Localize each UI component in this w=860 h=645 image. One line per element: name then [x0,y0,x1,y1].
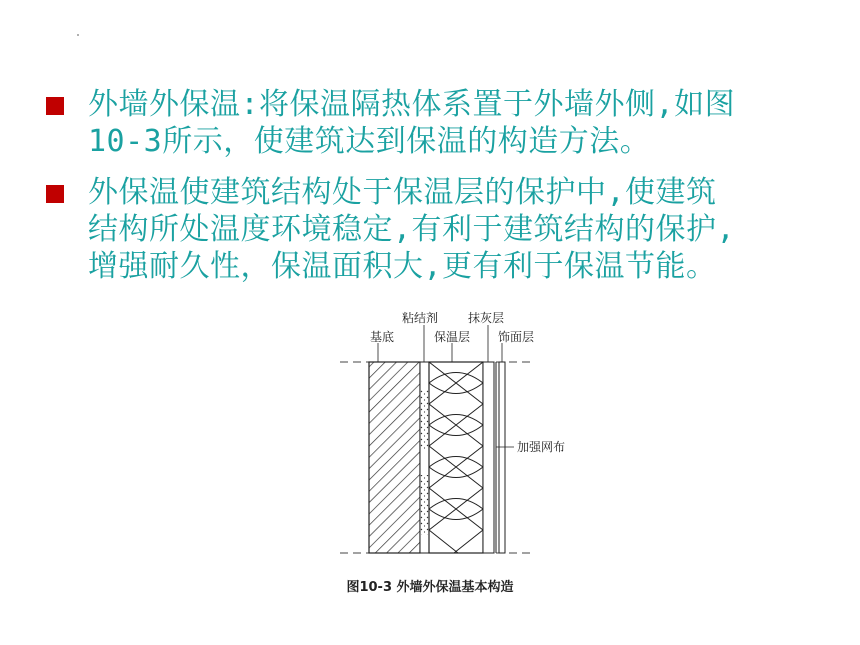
bullet-text: 外墙外保温:将保温隔热体系置于外墙外侧,如图 10-3所示，使建筑达到保温的构造方法。 [88,87,736,159]
label-insulation: 保温层 [434,330,471,344]
figure-caption: 图10-3 外墙外保温基本构造 [346,580,514,595]
label-base: 基底 [370,330,395,344]
insulation-layer [429,362,483,553]
finish-layer [499,362,505,553]
adhesive-dots [420,390,429,450]
label-plaster: 抹灰层 [468,311,505,325]
adhesive-dots [420,475,429,535]
base-layer [369,362,420,553]
bullet-text: 外保温使建筑结构处于保温层的保护中,使建筑 结构所处温度环境稳定,有利于建筑结构的保护, 增强耐久性，保温面积大,更有利于保温节能。 [88,175,736,284]
label-mesh: 加强网布 [517,440,566,454]
label-adhesive: 粘结剂 [402,311,439,325]
plaster-layer [483,362,494,553]
label-finish: 饰面层 [498,330,535,344]
